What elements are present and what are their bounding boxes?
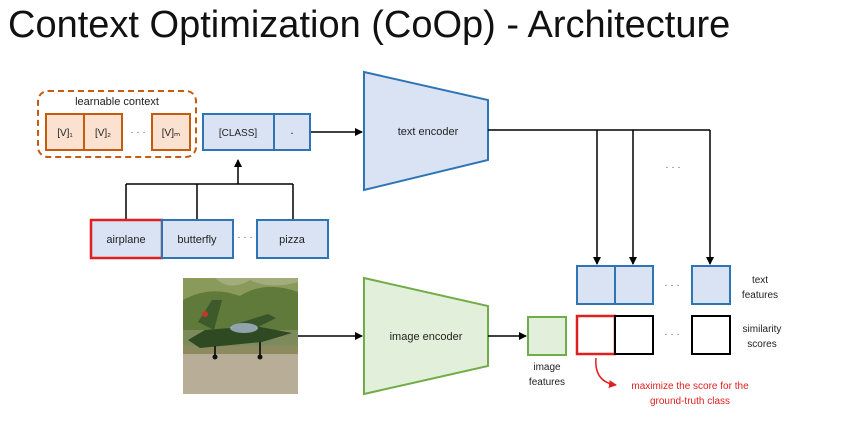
- ground-truth-annotation: [596, 358, 749, 407]
- text-feature-box-1: [577, 266, 615, 304]
- class-label-pizza: pizza: [279, 234, 305, 246]
- text-features-label-line2: features: [741, 290, 779, 301]
- text-encoder-output-branches: [488, 130, 710, 264]
- learnable-context-group: [38, 91, 196, 157]
- class-names-group: [91, 220, 328, 258]
- class-label-airplane: airplane: [106, 234, 146, 246]
- text-features-ellipsis: · · ·: [664, 280, 680, 291]
- annotation-arrow: [596, 358, 616, 385]
- context-token-v1-label: [V]₁: [57, 128, 73, 139]
- annotation-line1: maximize the score for the: [631, 381, 749, 392]
- class-label-butterfly: butterfly: [177, 234, 217, 246]
- context-ellipsis: · · ·: [130, 127, 146, 138]
- annotation-line2: ground-truth class: [649, 396, 731, 407]
- text-feature-box-2: [615, 266, 653, 304]
- similarity-scores-group: [577, 316, 781, 354]
- text-features-group: [577, 266, 778, 304]
- image-encoder-label: image encoder: [389, 331, 463, 343]
- text-encoder: [364, 72, 488, 190]
- score-box-1: [577, 316, 615, 354]
- period-token-label: .: [290, 123, 294, 137]
- page-title: Context Optimization (CoOp) - Architecture: [8, 4, 731, 46]
- image-features-group: [528, 317, 566, 388]
- context-token-v2-label: [V]₂: [94, 128, 112, 139]
- prompt-class-group: [203, 114, 310, 150]
- text-output-branches-ellipsis: · · ·: [665, 162, 681, 173]
- class-tree-connector: [126, 160, 293, 219]
- text-feature-box-m: [692, 266, 730, 304]
- text-encoder-label: text encoder: [397, 126, 459, 138]
- text-features-label-line1: text: [751, 275, 769, 286]
- image-features-label-line2: features: [528, 377, 566, 388]
- class-token-label: [CLASS]: [218, 128, 258, 139]
- score-box-m: [692, 316, 730, 354]
- input-image-airplane: [183, 278, 298, 394]
- class-names-ellipsis: · · ·: [237, 232, 253, 243]
- image-encoder: [364, 278, 488, 394]
- image-features-label-line1: image: [533, 362, 561, 373]
- image-features-box: [528, 317, 566, 355]
- similarity-scores-label-line1: similarity: [742, 324, 782, 335]
- learnable-context-label: learnable context: [75, 96, 159, 108]
- score-box-2: [615, 316, 653, 354]
- similarity-scores-label-line2: scores: [747, 339, 777, 350]
- scores-ellipsis: · · ·: [664, 329, 680, 340]
- context-token-vm-label: [V]ₘ: [161, 128, 181, 139]
